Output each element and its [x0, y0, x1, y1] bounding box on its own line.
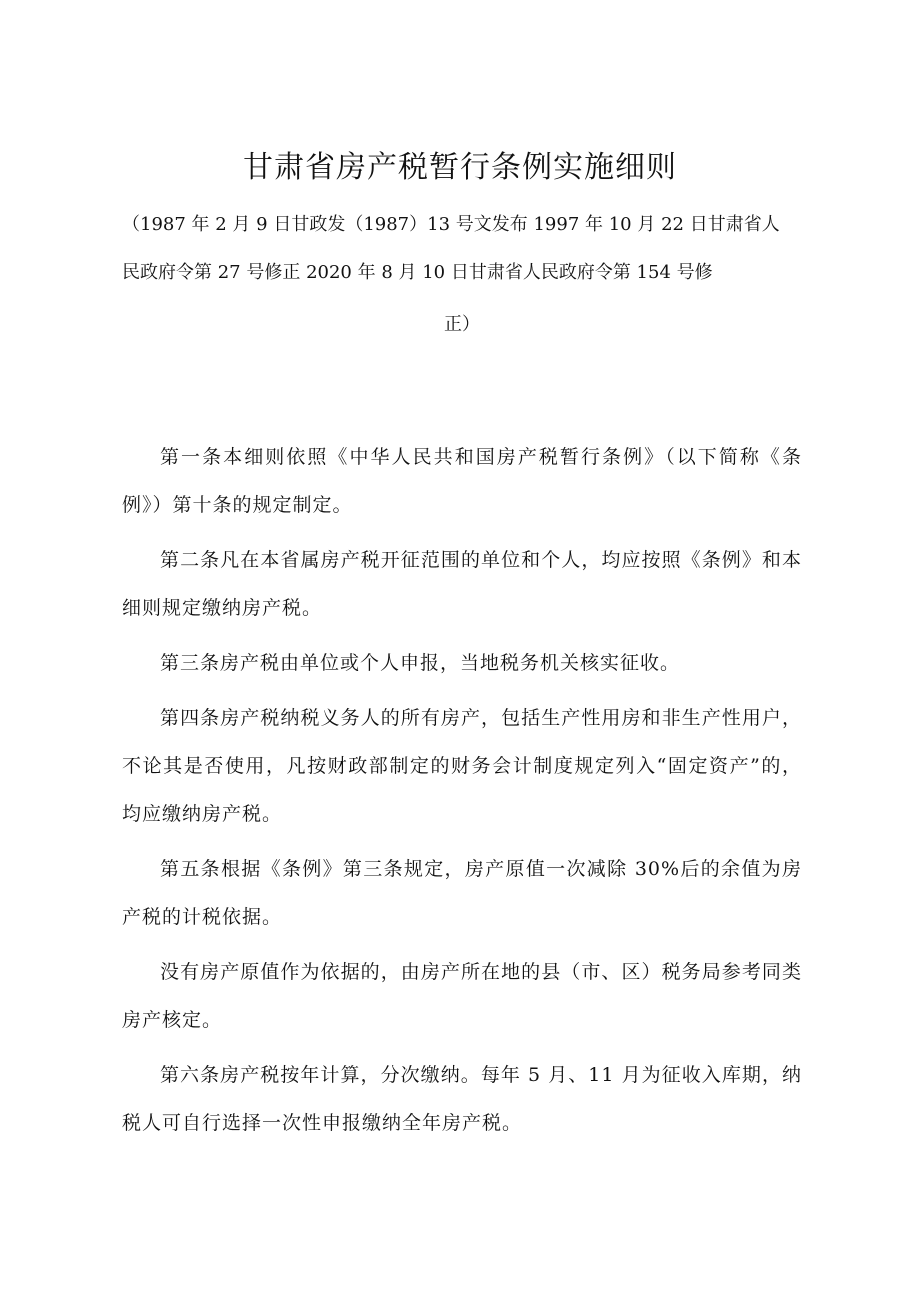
- article-2-paragraph: 第二条凡在本省属房产税开征范围的单位和个人，均应按照《条例》和本细则规定缴纳房产税。: [122, 549, 802, 619]
- article-5-supplement-paragraph: 没有房产原值作为依据的，由房产所在地的县（市、区）税务局参考同类房产核定。: [122, 961, 802, 1031]
- subtitle-line: （1987 年 2 月 9 日甘政发（1987）13 号文发布 1997 年 10 月 22 日甘肃省人: [122, 214, 780, 235]
- article-4-paragraph: 第四条房产税纳税义务人的所有房产，包括生产性用房和非生产性用户，不论其是否使用，凡按财政部制定的财务会计制度规定列入“固定资产”的，均应缴纳房产税。: [122, 707, 802, 825]
- document-title: 甘肃省房产税暂行条例实施细则: [243, 150, 677, 185]
- article-3-paragraph: 第三条房产税由单位或个人申报，当地税务机关核实征收。: [160, 652, 681, 674]
- article-5-paragraph: 第五条根据《条例》第三条规定，房产原值一次减除 30%后的余值为房产税的计税依据。: [122, 858, 802, 928]
- subtitle-line: 民政府令第 27 号修正 2020 年 8 月 10 日甘肃省人民政府令第 154 号修: [122, 262, 713, 283]
- subtitle-line: 正）: [444, 314, 480, 335]
- document-subtitle: [122, 201, 802, 349]
- article-6-paragraph: 第六条房产税按年计算，分次缴纳。每年 5 月、11 月为征收入库期，纳税人可自行选择一次性申报缴纳全年房产税。: [122, 1064, 802, 1134]
- article-1-paragraph: 第一条本细则依照《中华人民共和国房产税暂行条例》（以下简称《条例》）第十条的规定制定。: [122, 446, 802, 516]
- document-body: [122, 433, 802, 1154]
